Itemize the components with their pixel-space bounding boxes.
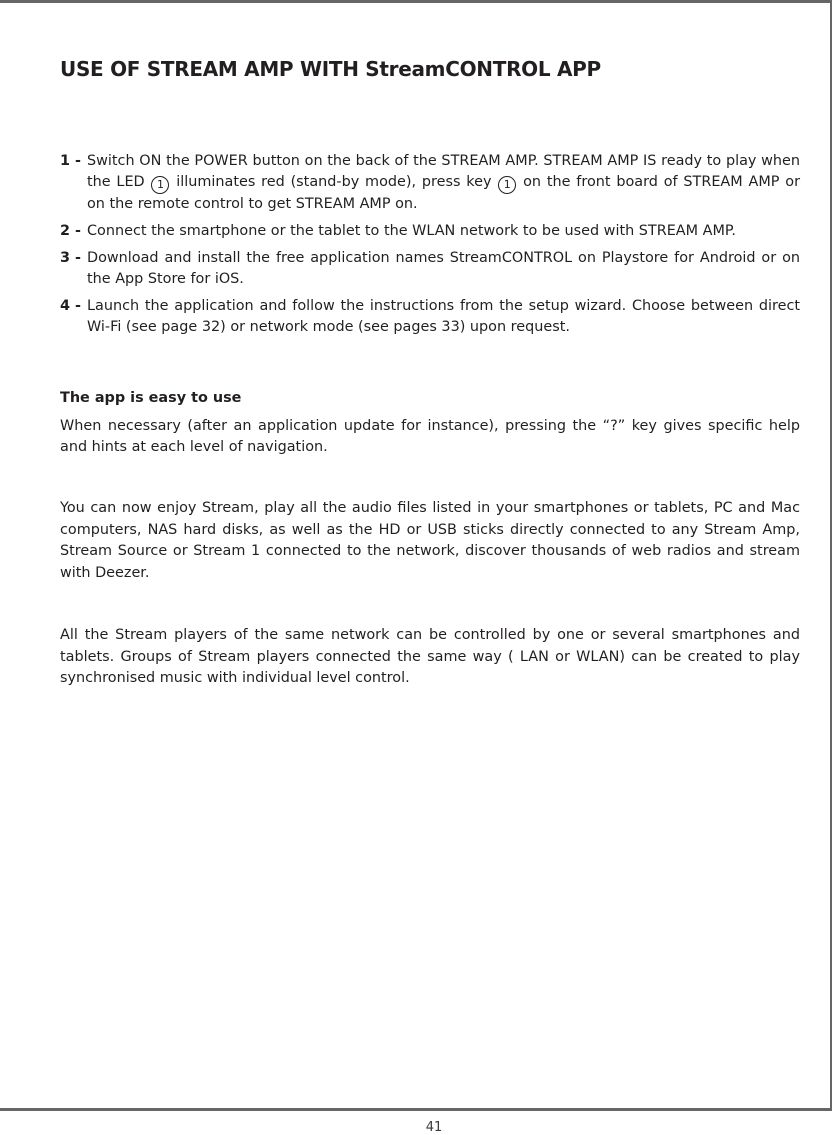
- step-number: 2 -: [60, 223, 81, 239]
- enjoy-paragraph: You can now enjoy Stream, play all the audio files listed in your smartphones or tablets, PC and Mac computers, NAS hard disks, as well as the HD or USB sticks directly connected to any Stream Amp, Stream Source or Stream 1 connected to the network, discover thousands of web radios and stream with Deezer.: [60, 500, 800, 581]
- step-text: Switch ON the POWER button on the back of the STREAM AMP. STREAM AMP IS ready to play when the LED: [87, 153, 800, 190]
- step-item-3: [60, 248, 800, 290]
- step-number: 3 -: [60, 250, 81, 266]
- step-text: Launch the application and follow the instructions from the setup wizard. Choose between direct Wi-Fi (see page 32) or network mode (see pages 33) upon request.: [87, 298, 800, 335]
- section-heading: The app is easy to use: [60, 390, 242, 406]
- step-text: Download and install the free application names StreamCONTROL on Playstore for Android or on the App Store for iOS.: [87, 250, 800, 287]
- step-text: Connect the smartphone or the tablet to the WLAN network to be used with STREAM AMP.: [87, 223, 736, 239]
- page-title: USE OF STREAM AMP WITH StreamCONTROL APP: [60, 57, 601, 82]
- setup-steps-list: [60, 151, 800, 344]
- section-body: When necessary (after an application update for instance), pressing the “?” key gives specific help and hints at each level of navigation.: [60, 417, 800, 455]
- circled-number-key-icon: 1: [498, 176, 516, 194]
- step-text: illuminates red (stand-by mode), press key: [170, 174, 498, 190]
- step-text: on the front board of STREAM AMP or on the remote control to get STREAM AMP on.: [87, 174, 800, 212]
- step-item-2: [60, 221, 800, 242]
- page-number: 41: [425, 1120, 443, 1135]
- players-paragraph: All the Stream players of the same network can be controlled by one or several smartphones and tablets. Groups of Stream players connected the same way ( LAN or WLAN) can be created to play synchronised music with individual level control.: [60, 627, 800, 686]
- step-number: 1 -: [60, 153, 81, 169]
- step-item-4: [60, 296, 800, 338]
- circled-number-led-icon: 1: [151, 176, 169, 194]
- step-item-1: [60, 151, 800, 215]
- easy-to-use-section: [60, 388, 800, 459]
- step-number: 4 -: [60, 298, 81, 314]
